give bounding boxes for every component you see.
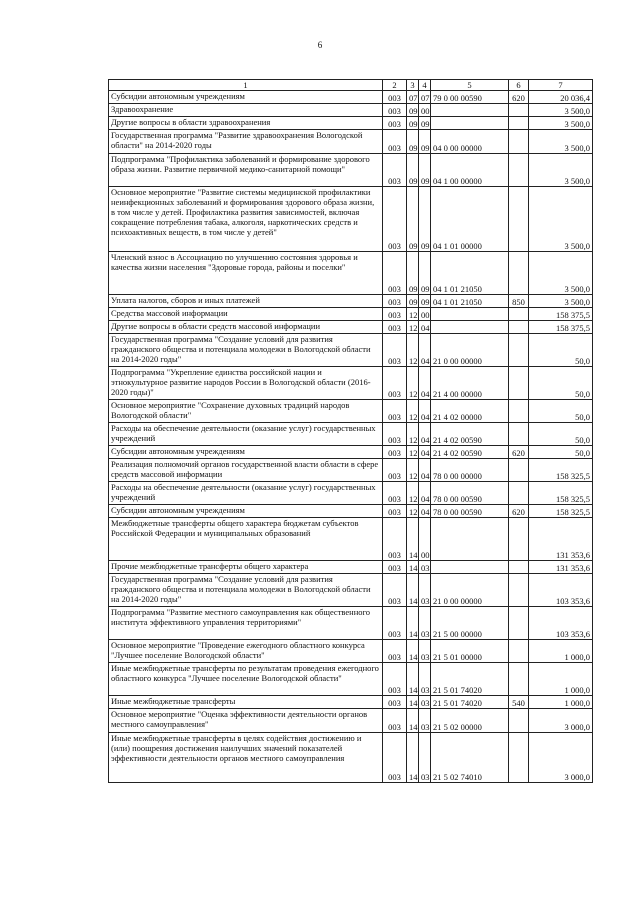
row-target-article bbox=[431, 321, 509, 334]
row-name: Основное мероприятие "Развитие системы медицинской профилактики неинфекционных заболеваний и формирования здорового образа жизни, в том числе у детей. Профилактика развития зависимостей, включая сокращение потребления табака, алкоголя, наркотических средств и психоактивных веществ, в том числе у детей" bbox=[109, 187, 383, 252]
row-ministry-code: 003 bbox=[383, 696, 407, 709]
row-amount: 3 500,0 bbox=[529, 130, 593, 154]
row-amount: 1 000,0 bbox=[529, 640, 593, 663]
row-amount: 3 500,0 bbox=[529, 117, 593, 130]
header-cell-name: 1 bbox=[109, 80, 383, 91]
row-name: Основное мероприятие "Сохранение духовных традиций народов Вологодской области" bbox=[109, 400, 383, 423]
row-amount: 20 036,4 bbox=[529, 91, 593, 104]
row-subsection-code: 09 bbox=[419, 295, 431, 308]
row-section-code: 14 bbox=[407, 663, 419, 696]
row-target-article: 78 0 00 00590 bbox=[431, 482, 509, 505]
row-name: Расходы на обеспечение деятельности (оказание услуг) государственных учреждений bbox=[109, 482, 383, 505]
row-target-article: 21 0 00 00000 bbox=[431, 574, 509, 607]
table-row bbox=[109, 482, 593, 505]
row-target-article bbox=[431, 561, 509, 574]
row-name: Государственная программа "Создание условий для развития гражданского общества и потенциала молодежи в Вологодской области на 2014-2020 годы" bbox=[109, 574, 383, 607]
row-target-article: 04 1 01 21050 bbox=[431, 295, 509, 308]
header-cell-target-article: 5 bbox=[431, 80, 509, 91]
row-target-article: 78 0 00 00590 bbox=[431, 505, 509, 518]
row-expense-type bbox=[509, 117, 529, 130]
row-amount: 50,0 bbox=[529, 423, 593, 446]
row-ministry-code: 003 bbox=[383, 574, 407, 607]
row-ministry-code: 003 bbox=[383, 709, 407, 733]
table-row bbox=[109, 607, 593, 640]
row-section-code: 14 bbox=[407, 640, 419, 663]
row-amount: 3 500,0 bbox=[529, 295, 593, 308]
row-subsection-code: 04 bbox=[419, 459, 431, 482]
row-expense-type bbox=[509, 154, 529, 187]
table-row bbox=[109, 574, 593, 607]
row-section-code: 12 bbox=[407, 459, 419, 482]
row-expense-type bbox=[509, 709, 529, 733]
row-name: Основное мероприятие "Проведение ежегодного областного конкурса "Лучшее поселение Вологодской области" bbox=[109, 640, 383, 663]
row-name: Государственная программа "Создание условий для развития гражданского общества и потенциала молодежи в Вологодской области на 2014-2020 годы" bbox=[109, 334, 383, 367]
row-subsection-code: 03 bbox=[419, 709, 431, 733]
header-cell-expense-type: 6 bbox=[509, 80, 529, 91]
table-row bbox=[109, 334, 593, 367]
row-name: Субсидии автономным учреждениям bbox=[109, 446, 383, 459]
row-amount: 103 353,6 bbox=[529, 607, 593, 640]
row-amount: 158 325,5 bbox=[529, 505, 593, 518]
table-row bbox=[109, 696, 593, 709]
row-ministry-code: 003 bbox=[383, 640, 407, 663]
table-row bbox=[109, 561, 593, 574]
table-row bbox=[109, 423, 593, 446]
row-section-code: 12 bbox=[407, 321, 419, 334]
row-section-code: 07 bbox=[407, 91, 419, 104]
row-section-code: 12 bbox=[407, 505, 419, 518]
row-name: Основное мероприятие "Оценка эффективности деятельности органов местного самоуправления" bbox=[109, 709, 383, 733]
row-expense-type bbox=[509, 482, 529, 505]
row-amount: 131 353,6 bbox=[529, 518, 593, 561]
row-expense-type bbox=[509, 607, 529, 640]
row-expense-type bbox=[509, 252, 529, 295]
row-amount: 1 000,0 bbox=[529, 696, 593, 709]
row-amount: 103 353,6 bbox=[529, 574, 593, 607]
row-name: Уплата налогов, сборов и иных платежей bbox=[109, 295, 383, 308]
row-name: Подпрограмма "Укрепление единства российской нации и этнокультурное развитие народов России в Вологодской области (2016-2020 годы)" bbox=[109, 367, 383, 400]
row-name: Межбюджетные трансферты общего характера бюджетам субъектов Российской Федерации и муниципальных образований bbox=[109, 518, 383, 561]
row-section-code: 12 bbox=[407, 308, 419, 321]
table-row bbox=[109, 187, 593, 252]
table-row bbox=[109, 640, 593, 663]
row-section-code: 14 bbox=[407, 574, 419, 607]
row-target-article: 21 5 00 00000 bbox=[431, 607, 509, 640]
row-subsection-code: 09 bbox=[419, 130, 431, 154]
row-target-article: 79 0 00 00590 bbox=[431, 91, 509, 104]
row-expense-type bbox=[509, 733, 529, 783]
row-ministry-code: 003 bbox=[383, 334, 407, 367]
row-amount: 3 000,0 bbox=[529, 733, 593, 783]
row-amount: 50,0 bbox=[529, 334, 593, 367]
row-ministry-code: 003 bbox=[383, 308, 407, 321]
row-name: Государственная программа "Развитие здравоохранения Вологодской области" на 2014-2020 годы bbox=[109, 130, 383, 154]
row-target-article: 04 0 00 00000 bbox=[431, 130, 509, 154]
table-row bbox=[109, 505, 593, 518]
row-ministry-code: 003 bbox=[383, 482, 407, 505]
row-amount: 131 353,6 bbox=[529, 561, 593, 574]
row-amount: 3 500,0 bbox=[529, 252, 593, 295]
row-target-article: 21 5 02 00000 bbox=[431, 709, 509, 733]
row-amount: 158 325,5 bbox=[529, 482, 593, 505]
row-section-code: 12 bbox=[407, 446, 419, 459]
row-subsection-code: 07 bbox=[419, 91, 431, 104]
row-expense-type bbox=[509, 321, 529, 334]
table-row bbox=[109, 709, 593, 733]
table-row bbox=[109, 117, 593, 130]
row-amount: 3 500,0 bbox=[529, 154, 593, 187]
row-name: Иные межбюджетные трансферты в целях содействия достижению и (или) поощрения достижения наилучших значений показателей эффективности деятельности органов местного самоуправления bbox=[109, 733, 383, 783]
row-name: Другие вопросы в области здравоохранения bbox=[109, 117, 383, 130]
row-target-article bbox=[431, 308, 509, 321]
page-number: 6 bbox=[317, 40, 323, 50]
row-expense-type: 540 bbox=[509, 696, 529, 709]
row-section-code: 09 bbox=[407, 130, 419, 154]
budget-table bbox=[108, 79, 593, 783]
row-ministry-code: 003 bbox=[383, 187, 407, 252]
row-target-article: 21 4 00 00000 bbox=[431, 367, 509, 400]
row-amount: 3 000,0 bbox=[529, 709, 593, 733]
table-row bbox=[109, 459, 593, 482]
row-ministry-code: 003 bbox=[383, 400, 407, 423]
row-target-article: 78 0 00 00000 bbox=[431, 459, 509, 482]
row-ministry-code: 003 bbox=[383, 130, 407, 154]
row-amount: 50,0 bbox=[529, 446, 593, 459]
table-row bbox=[109, 130, 593, 154]
row-section-code: 14 bbox=[407, 709, 419, 733]
row-subsection-code: 04 bbox=[419, 423, 431, 446]
row-section-code: 12 bbox=[407, 423, 419, 446]
row-ministry-code: 003 bbox=[383, 154, 407, 187]
table-row bbox=[109, 321, 593, 334]
row-name: Средства массовой информации bbox=[109, 308, 383, 321]
row-amount: 158 375,5 bbox=[529, 321, 593, 334]
row-section-code: 14 bbox=[407, 607, 419, 640]
table-row bbox=[109, 446, 593, 459]
row-name: Членский взнос в Ассоциацию по улучшению состояния здоровья и качества жизни населения "Здоровые города, районы и поселки" bbox=[109, 252, 383, 295]
row-target-article: 21 5 01 74020 bbox=[431, 663, 509, 696]
table-row bbox=[109, 104, 593, 117]
row-section-code: 14 bbox=[407, 696, 419, 709]
header-cell-subsection: 4 bbox=[419, 80, 431, 91]
row-ministry-code: 003 bbox=[383, 505, 407, 518]
row-ministry-code: 003 bbox=[383, 367, 407, 400]
row-name: Прочие межбюджетные трансферты общего характера bbox=[109, 561, 383, 574]
row-subsection-code: 04 bbox=[419, 367, 431, 400]
row-subsection-code: 03 bbox=[419, 607, 431, 640]
row-section-code: 09 bbox=[407, 187, 419, 252]
row-target-article: 21 5 01 74020 bbox=[431, 696, 509, 709]
row-subsection-code: 04 bbox=[419, 400, 431, 423]
row-ministry-code: 003 bbox=[383, 663, 407, 696]
table-row bbox=[109, 733, 593, 783]
row-target-article bbox=[431, 117, 509, 130]
table-row bbox=[109, 154, 593, 187]
row-amount: 3 500,0 bbox=[529, 104, 593, 117]
row-expense-type bbox=[509, 561, 529, 574]
row-subsection-code: 04 bbox=[419, 321, 431, 334]
row-expense-type bbox=[509, 367, 529, 400]
row-target-article: 21 4 02 00000 bbox=[431, 400, 509, 423]
row-section-code: 14 bbox=[407, 518, 419, 561]
row-subsection-code: 03 bbox=[419, 663, 431, 696]
row-ministry-code: 003 bbox=[383, 104, 407, 117]
row-target-article: 21 0 00 00000 bbox=[431, 334, 509, 367]
row-expense-type bbox=[509, 574, 529, 607]
row-name: Субсидии автономным учреждениям bbox=[109, 505, 383, 518]
row-section-code: 12 bbox=[407, 367, 419, 400]
row-subsection-code: 04 bbox=[419, 334, 431, 367]
row-subsection-code: 09 bbox=[419, 117, 431, 130]
row-ministry-code: 003 bbox=[383, 295, 407, 308]
table-row bbox=[109, 518, 593, 561]
row-expense-type: 850 bbox=[509, 295, 529, 308]
row-ministry-code: 003 bbox=[383, 607, 407, 640]
row-amount: 3 500,0 bbox=[529, 187, 593, 252]
row-ministry-code: 003 bbox=[383, 423, 407, 446]
row-expense-type bbox=[509, 104, 529, 117]
row-subsection-code: 00 bbox=[419, 308, 431, 321]
row-section-code: 09 bbox=[407, 295, 419, 308]
table-row bbox=[109, 663, 593, 696]
table-header-row bbox=[109, 80, 593, 91]
row-expense-type bbox=[509, 423, 529, 446]
row-expense-type: 620 bbox=[509, 446, 529, 459]
row-expense-type bbox=[509, 459, 529, 482]
row-subsection-code: 03 bbox=[419, 696, 431, 709]
row-expense-type bbox=[509, 187, 529, 252]
row-name: Расходы на обеспечение деятельности (оказание услуг) государственных учреждений bbox=[109, 423, 383, 446]
row-name: Здравоохранение bbox=[109, 104, 383, 117]
row-name: Реализация полномочий органов государственной власти области в сфере средств массовой информации bbox=[109, 459, 383, 482]
row-section-code: 14 bbox=[407, 561, 419, 574]
row-section-code: 12 bbox=[407, 400, 419, 423]
row-expense-type: 620 bbox=[509, 91, 529, 104]
header-cell-section: 3 bbox=[407, 80, 419, 91]
row-name: Подпрограмма "Профилактика заболеваний и формирование здорового образа жизни. Развитие первичной медико-санитарной помощи" bbox=[109, 154, 383, 187]
row-target-article bbox=[431, 518, 509, 561]
row-expense-type bbox=[509, 130, 529, 154]
row-target-article: 21 5 01 00000 bbox=[431, 640, 509, 663]
row-subsection-code: 09 bbox=[419, 187, 431, 252]
row-ministry-code: 003 bbox=[383, 117, 407, 130]
row-section-code: 14 bbox=[407, 733, 419, 783]
row-target-article: 04 1 01 00000 bbox=[431, 187, 509, 252]
row-section-code: 12 bbox=[407, 334, 419, 367]
row-expense-type bbox=[509, 663, 529, 696]
row-ministry-code: 003 bbox=[383, 91, 407, 104]
row-amount: 50,0 bbox=[529, 367, 593, 400]
row-target-article bbox=[431, 104, 509, 117]
row-ministry-code: 003 bbox=[383, 252, 407, 295]
row-amount: 1 000,0 bbox=[529, 663, 593, 696]
row-subsection-code: 03 bbox=[419, 640, 431, 663]
row-ministry-code: 003 bbox=[383, 459, 407, 482]
row-amount: 158 325,5 bbox=[529, 459, 593, 482]
table-row bbox=[109, 400, 593, 423]
row-subsection-code: 03 bbox=[419, 574, 431, 607]
row-subsection-code: 09 bbox=[419, 154, 431, 187]
row-expense-type: 620 bbox=[509, 505, 529, 518]
row-subsection-code: 04 bbox=[419, 505, 431, 518]
row-expense-type bbox=[509, 400, 529, 423]
row-target-article: 21 4 02 00590 bbox=[431, 446, 509, 459]
header-cell-amount: 7 bbox=[529, 80, 593, 91]
row-target-article: 21 4 02 00590 bbox=[431, 423, 509, 446]
row-section-code: 09 bbox=[407, 154, 419, 187]
row-subsection-code: 03 bbox=[419, 561, 431, 574]
table-body bbox=[109, 80, 593, 783]
row-ministry-code: 003 bbox=[383, 733, 407, 783]
row-name: Иные межбюджетные трансферты по результатам проведения ежегодного областного конкурса "Лучшее поселение Вологодской области" bbox=[109, 663, 383, 696]
row-target-article: 04 1 00 00000 bbox=[431, 154, 509, 187]
row-subsection-code: 00 bbox=[419, 518, 431, 561]
row-subsection-code: 09 bbox=[419, 252, 431, 295]
row-ministry-code: 003 bbox=[383, 446, 407, 459]
table-row bbox=[109, 295, 593, 308]
row-name: Иные межбюджетные трансферты bbox=[109, 696, 383, 709]
row-target-article: 21 5 02 74010 bbox=[431, 733, 509, 783]
row-section-code: 09 bbox=[407, 252, 419, 295]
row-section-code: 12 bbox=[407, 482, 419, 505]
header-cell-ministry: 2 bbox=[383, 80, 407, 91]
row-subsection-code: 04 bbox=[419, 446, 431, 459]
row-subsection-code: 00 bbox=[419, 104, 431, 117]
row-expense-type bbox=[509, 308, 529, 321]
table-row bbox=[109, 367, 593, 400]
row-name: Другие вопросы в области средств массовой информации bbox=[109, 321, 383, 334]
row-subsection-code: 04 bbox=[419, 482, 431, 505]
row-ministry-code: 003 bbox=[383, 518, 407, 561]
row-expense-type bbox=[509, 334, 529, 367]
row-expense-type bbox=[509, 518, 529, 561]
row-ministry-code: 003 bbox=[383, 321, 407, 334]
row-ministry-code: 003 bbox=[383, 561, 407, 574]
row-section-code: 09 bbox=[407, 117, 419, 130]
row-section-code: 09 bbox=[407, 104, 419, 117]
row-expense-type bbox=[509, 640, 529, 663]
row-subsection-code: 03 bbox=[419, 733, 431, 783]
row-amount: 50,0 bbox=[529, 400, 593, 423]
row-name: Субсидии автономным учреждениям bbox=[109, 91, 383, 104]
row-amount: 158 375,5 bbox=[529, 308, 593, 321]
table-row bbox=[109, 91, 593, 104]
table-row bbox=[109, 252, 593, 295]
row-target-article: 04 1 01 21050 bbox=[431, 252, 509, 295]
table-row bbox=[109, 308, 593, 321]
row-name: Подпрограмма "Развитие местного самоуправления как общественного института эффективного управления территориями" bbox=[109, 607, 383, 640]
